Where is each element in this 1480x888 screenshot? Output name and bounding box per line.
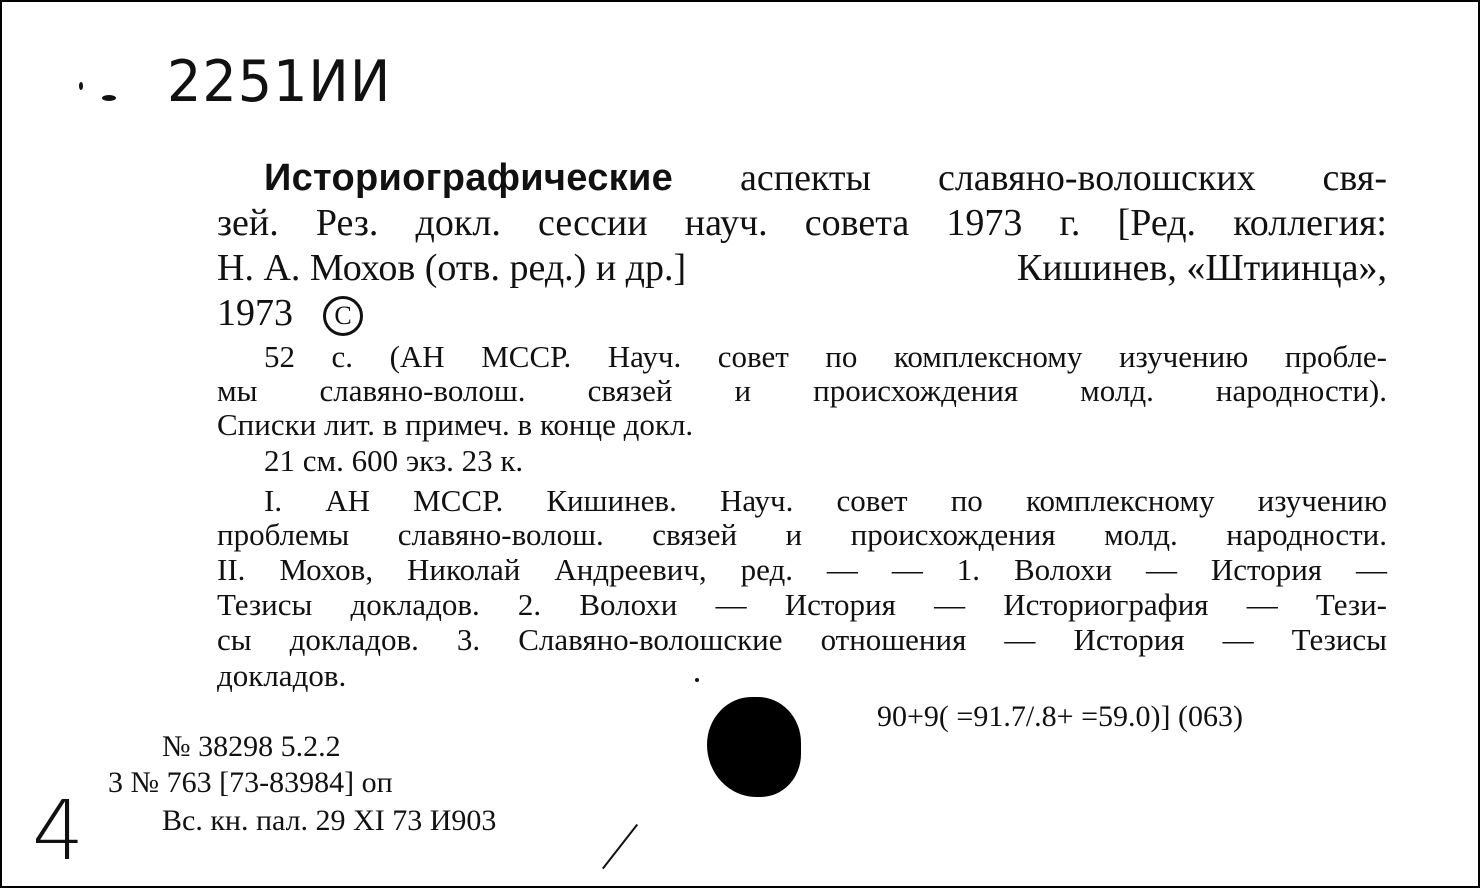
title-line-2: зей. Рез. докл. сессии науч. совета 1973 г. [Ред. коллегия:	[217, 202, 1387, 244]
title-bold-word: Историографические	[264, 157, 674, 199]
registry-line-3: Вс. кн. пал. 29 XI 73 И903	[162, 804, 497, 837]
editor-text: Н. А. Мохов (отв. ред.) и др.]	[217, 247, 687, 289]
tracing-line-2: проблемы славяно-волош. связей и происхождения молд. народности.	[217, 517, 1387, 552]
copyright-icon: C	[323, 296, 363, 336]
registry-line-1: № 38298 5.2.2	[162, 730, 341, 763]
title-text: аспекты славяно-волошских свя-	[740, 157, 1387, 199]
pencil-stroke	[602, 824, 638, 869]
handwritten-margin-mark: 4	[32, 784, 85, 879]
tracing-line-1: I. АН МССР. Кишинев. Науч. совет по комплексному изучению	[264, 483, 1387, 518]
tracing-line-3: II. Мохов, Николай Андреевич, ред. — — 1. Волохи — История —	[217, 552, 1387, 587]
title-line-3	[217, 246, 1387, 290]
tracing-line-5: сы докладов. 3. Славяно-волошские отношения — История — Тезисы	[217, 622, 1387, 657]
title-line-1	[264, 156, 1387, 200]
publisher-text: Кишинев, «Штиинца»,	[1016, 247, 1387, 289]
tracing-line-6: докладов.	[217, 658, 347, 693]
collation-line-2: мы славяно-волош. связей и происхождения молд. народности).	[217, 373, 1387, 408]
punch-hole	[707, 697, 801, 797]
tracing-line-4: Тезисы докладов. 2. Волохи — История — Историография — Тези-	[217, 587, 1387, 622]
collation-line-1: 52 с. (АН МССР. Науч. совет по комплексному изучению пробле-	[264, 339, 1387, 374]
physical-description: 21 см. 600 экз. 23 к.	[264, 443, 524, 478]
ink-speck	[102, 95, 116, 101]
ink-speck	[695, 678, 699, 682]
collation-line-3: Списки лит. в примеч. в конце докл.	[217, 407, 694, 442]
ink-speck	[79, 82, 83, 90]
title-line-4	[217, 291, 1387, 336]
classification-code: 90+9( =91.7/.8+ =59.0)] (063)	[877, 700, 1243, 733]
registry-line-2: 3 № 763 [73-83984] оп	[108, 766, 393, 799]
year-text: 1973	[217, 292, 293, 334]
handwritten-call-number: 2251ИИ	[167, 48, 392, 115]
